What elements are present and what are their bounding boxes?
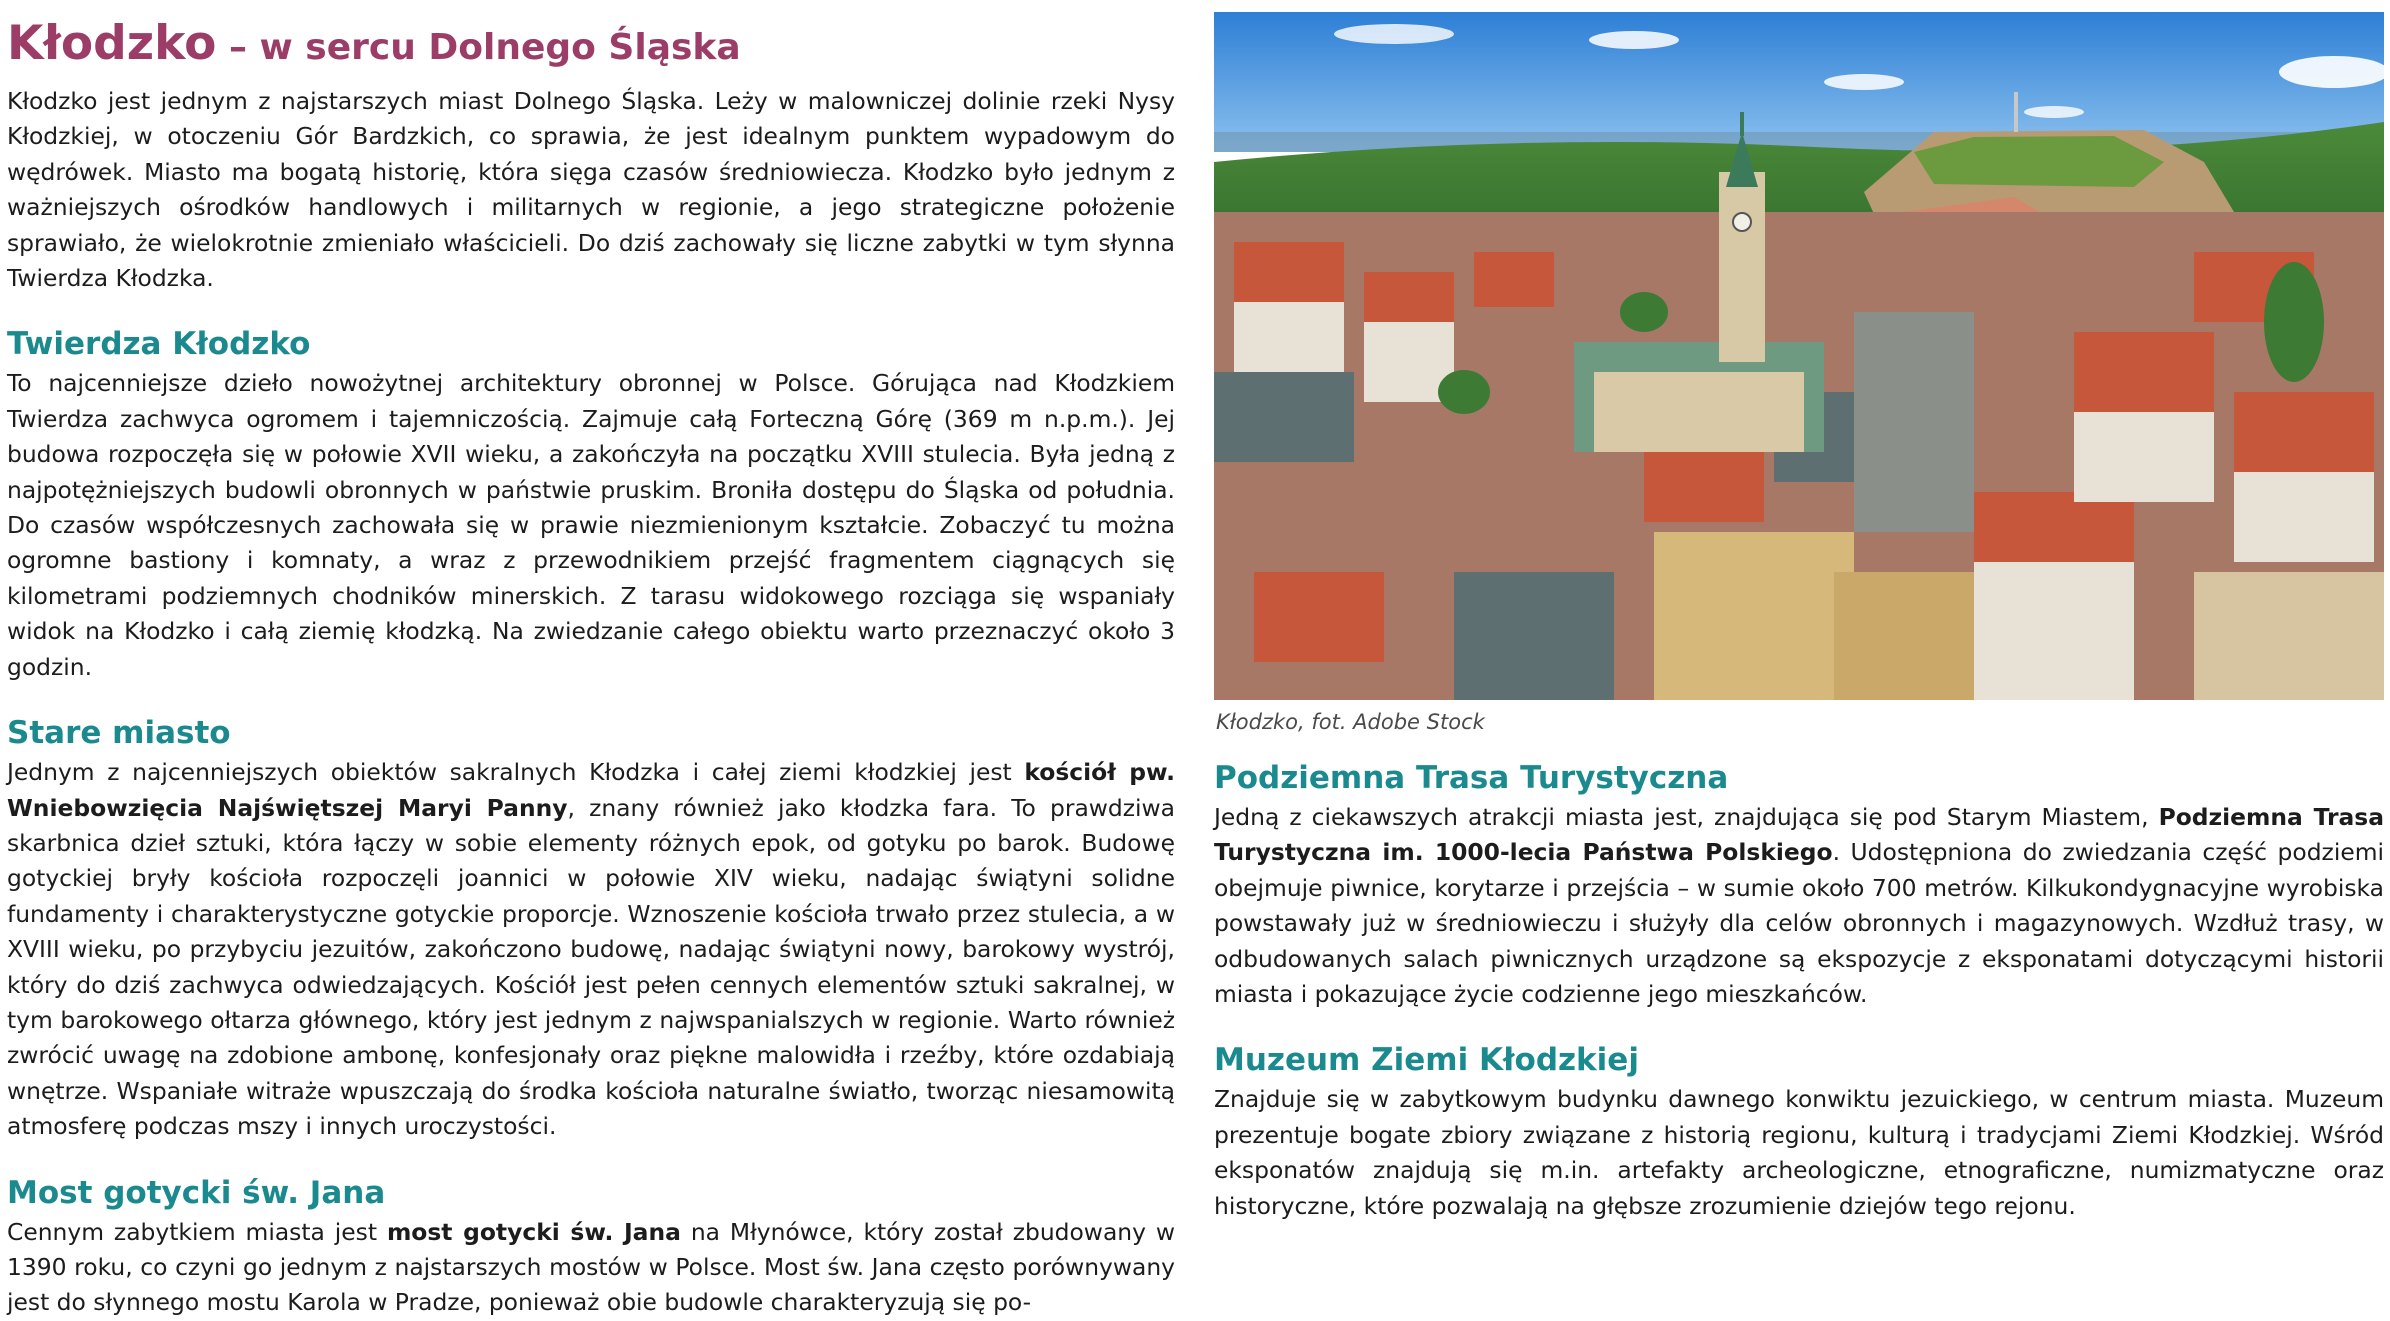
text-run: , znany również jako kłodzka fara. To prawdziwa skarbnica dzieł sztuki, która łączy w sobie elementy różnych epok, od gotyku po barok. Budowę gotyckiej bryły kościoła rozpoczęli joannici w połowie XIV wieku, nadając świątyni solidne fundamenty i charakterystyczne gotyckie proporcje. Wznoszenie kościoła trwało przez stulecia, a w XVIII wieku, po przybyciu jezuitów, zakończono budowę, nadając świątyni nowy, barokowy wystrój, który do dziś zachwyca odwiedzających. Kościół jest pełen cennych elementów sztuki sakralnej, w tym barokowego ołtarza głównego, który jest jednym z najwspanialszych w regionie. Warto również zwrócić uwagę na zdobione ambonę, konfesjonały oraz piękne malowidła i rzeźby, które ozdabiają wnętrze. Wspaniałe witraże wpuszczają do środka kościoła naturalne światło, tworząc niesamowitą atmosferę podczas mszy i innych uroczystości. (7, 793, 1175, 1141)
section-heading-most: Most gotycki św. Jana (7, 1174, 386, 1211)
section-text-most (7, 1215, 1175, 1321)
text-run: Cennym zabytkiem miasta jest (7, 1217, 387, 1246)
title-main: Kłodzko (7, 16, 217, 71)
page-title (7, 16, 1175, 76)
title-subtitle: – w sercu Dolnego Śląska (216, 27, 741, 68)
section-heading-stare-miasto: Stare miasto (7, 715, 231, 752)
section-text-muzeum: Znajduje się w zabytkowym budynku dawnego konwiktu jezuickiego, w centrum miasta. Muzeum prezentuje bogate zbiory związane z historią regionu, kulturą i tradycjami Ziemi Kłodzkiej. Wśród eksponatów znajdują się m.in. artefakty archeologiczne, etnograficzne, numizmatyczne oraz historyczne, które pozwalają na głębsze zrozumienie dziejów tego rejonu. (1214, 1085, 2384, 1220)
intro-paragraph: Kłodzko jest jednym z najstarszych miast Dolnego Śląska. Leży w malowniczej dolinie rzeki Nysy Kłodzkiej, w otoczeniu Gór Bardzkich, co sprawia, że jest idealnym punktem wypadowym do wędrówek. Miasto ma bogatą historię, która sięga czasów średniowiecza. Kłodzko było jednym z ważniejszych ośrodków handlowych i militarnych w regionie, a jego strategiczne położenie sprawiało, że wielokrotnie zmieniało właścicieli. Do dziś zachowały się liczne zabytki w tym słynna Twierdza Kłodzka. (7, 87, 1175, 293)
text-run: na Młynówce, który został zbudowany w 1390 roku, co czyni go jednym z najstarszych mostów w Polsce. Most św. Jana często porównywany jest do słynnego mostu Karola w Pradze, ponieważ obie budowle charakteryzują się po- (7, 1217, 1175, 1317)
text-run: Jednym z najcenniejszych obiektów sakralnych Kłodzka i całej ziemi kłodzkiej jest (7, 758, 1025, 787)
section-text-podziemna (1214, 800, 2384, 1012)
section-text-twierdza: To najcenniejsze dzieło nowożytnej architektury obronnej w Polsce. Górująca nad Kłodzkiem Twierdza zachwyca ogromem i tajemniczością. Zajmuje całą Forteczną Górę (369 m n.p.m.). Jej budowa rozpoczęła się w połowie XVII wieku, a zakończyła na początku XVIII stulecia. Była jedną z najpotężniejszych budowli obronnych w państwie pruskim. Broniła dostępu do Śląska od południa. Do czasów współczesnych zachowała się w prawie niezmienionym kształcie. Zobaczyć tu można ogromne bastiony i komnaty, a wraz z przewodnikiem przejść fragmentem ciągnących się kilometrami podziemnych chodników minerskich. Z tarasu widokowego rozciąga się wspaniały widok na Kłodzko i całą ziemię kłodzką. Na zwiedzanie całego obiektu warto przeznaczyć około 3 godzin. (7, 369, 1175, 681)
bold-text-church: kościół pw. Wniebowzięcia Najświętszej Maryi Panny (7, 758, 1176, 822)
section-heading-twierdza: Twierdza Kłodzko (7, 326, 311, 363)
town-aerial-photo (1214, 12, 2384, 700)
text-run: . Udostępniona do zwiedzania część podziemi obejmuje piwnice, korytarze i przejścia – w sumie około 700 metrów. Kilkukondygnacyjne wyrobiska powstawały już w średniowieczu i służyły dla celów obronnych i magazynowych. Wzdłuż trasy, w odbudowanych salach piwnicznych urządzone są ekspozycje z eksponatami dotyczącymi historii miasta i pokazujące życie codzienne jego mieszkańców. (1214, 838, 2384, 1009)
bold-text-route: Podziemna Trasa Turystyczna im. 1000-lecia Państwa Polskiego (1214, 803, 2384, 867)
photo-caption: Kłodzko, fot. Adobe Stock (1216, 710, 1485, 734)
right-column (1214, 12, 2384, 1224)
section-heading-muzeum: Muzeum Ziemi Kłodzkiej (1214, 1042, 1639, 1079)
left-column (7, 16, 1175, 1321)
text-run: Jedną z ciekawszych atrakcji miasta jest, znajdująca się pod Starym Miastem, (1214, 803, 2159, 831)
section-text-stare-miasto (7, 755, 1175, 1144)
section-heading-podziemna: Podziemna Trasa Turystyczna (1214, 760, 1729, 796)
bold-text-bridge: most gotycki św. Jana (386, 1217, 681, 1246)
